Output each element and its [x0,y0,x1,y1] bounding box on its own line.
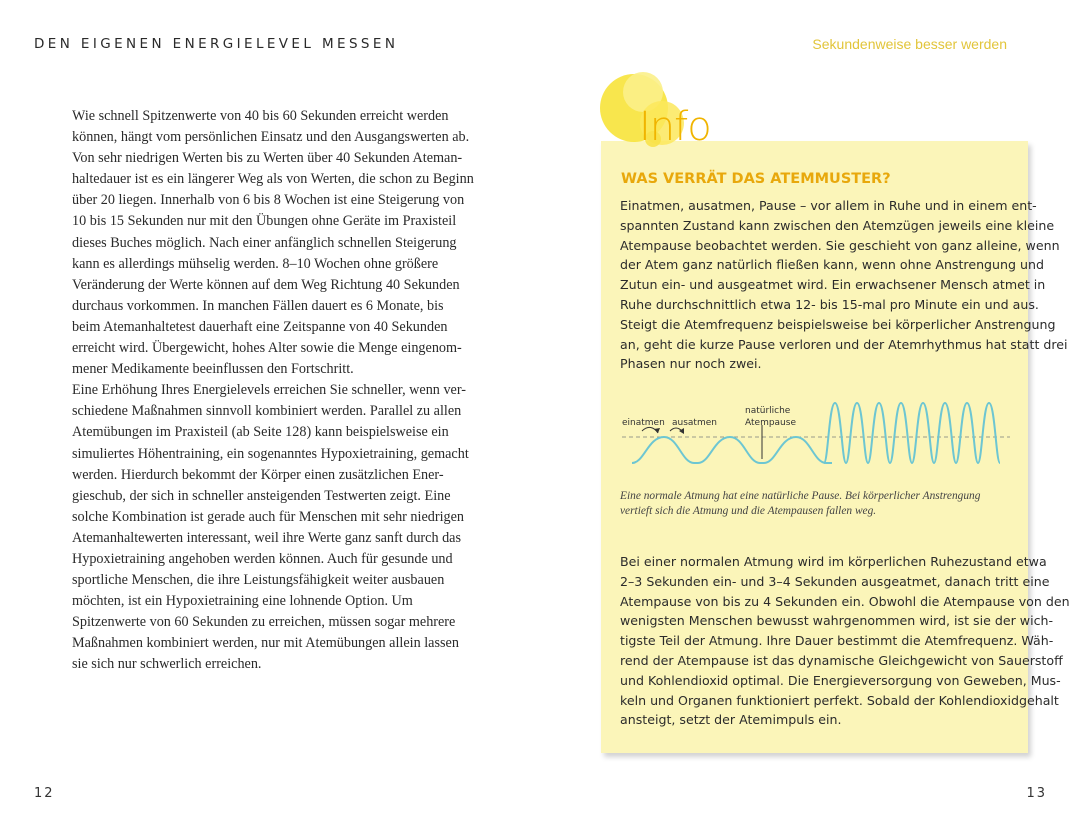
main-body-text [72,106,474,676]
text-line: Atemanhaltewerten interessant, weil ihre Werte ganz sanft durch das [72,529,461,546]
text-line: dieses Buches möglich. Nach einer anfänglich schnellen Steigerung [72,234,457,251]
text-line: durchaus vorkommen. In manchen Fällen dauert es 6 Monate, bis [72,297,444,314]
text-line: Atemübungen im Praxisteil (ab Seite 128) kann beispielsweise ein [72,424,449,441]
caption-line: vertieft sich die Atmung und die Atempausen fallen weg. [620,505,877,518]
exertion-breathing-wave [824,403,1000,463]
text-line: rend der Atempause ist das dynamische Gleichgewicht von Sauerstoff [620,652,1063,668]
text-line: Ruhe durchschnittlich etwa 12- bis 15-mal pro Minute ein und aus. [620,296,1039,312]
text-line: wenigsten Menschen bewusst wahrgenommen wird, ist sie der wich- [620,613,1054,629]
text-line: erreicht wird. Übergewicht, hohes Alter sowie die Menge eingenom- [72,340,462,357]
text-line: Eine Erhöhung Ihres Energielevels erreichen Sie schneller, wenn ver- [72,382,467,399]
text-line: möchten, ist ein Hypoxietraining eine lohnende Option. Um [72,593,413,610]
text-line: Bei einer normalen Atmung wird im körperlichen Ruhezustand etwa [620,554,1047,569]
running-header-left: DEN EIGENEN ENERGIELEVEL MESSEN [34,36,399,52]
text-line: beim Atemanhaltetest dauerhaft eine Zeitspanne von 40 Sekunden [72,318,448,335]
text-line: ansteigt, setzt der Atemimpuls ein. [620,712,842,728]
text-line: simuliertes Höhentraining, ein sogenanntes Hypoxietraining, gemacht [72,445,469,462]
text-line: Atempause beobachtet werden. Sie geschieht von ganz alleine, wenn [620,237,1060,253]
text-line: Steigt die Atemfrequenz beispielsweise bei körperlicher Anstrengung [620,316,1056,332]
text-line: Spitzenwerte von 60 Sekunden zu erreichen, müssen sogar mehrere [72,614,456,631]
text-line: haltedauer ist es ein längerer Weg als von Werten, die schon zu Beginn [72,171,474,188]
text-line: werden. Hierdurch bekommt der Körper einen zusätzlichen Ener- [72,466,444,483]
caption-line: Eine normale Atmung hat eine natürliche Pause. Bei körperlicher Anstrengung [620,490,981,502]
text-line: können, hängt vom persönlichen Einsatz und den Ausgangswerten ab. [72,129,470,146]
text-line: solche Kombination ist gerade auch für Menschen mit sehr niedrigen [72,508,465,525]
diagram-caption [620,489,1015,520]
text-line: Von sehr niedrigen Werten bis zu Werten über 40 Sekunden Ateman- [72,150,463,167]
info-box-heading: WAS VERRÄT DAS ATEMMUSTER? [621,171,891,187]
text-line: schiedene Maßnahmen sinnvoll kombiniert werden. Parallel zu allen [72,403,462,420]
breathing-pattern-diagram [612,395,1012,475]
page-number-left: 12 [34,786,55,801]
page-number-right: 13 [1026,786,1047,801]
text-line: 2–3 Sekunden ein- und 3–4 Sekunden ausgeatmet, danach tritt eine [620,573,1050,589]
text-line: Wie schnell Spitzenwerte von 40 bis 60 Sekunden erreicht werden [72,108,449,124]
text-line: keln und Organen funktioniert perfekt. Sobald der Kohlendioxidgehalt [620,692,1059,708]
text-line: gieschub, der sich in schneller ansteigenden Testwerten zeigt. Eine [72,487,451,504]
info-badge-title: Info [639,104,711,150]
running-header-right: Sekundenweise besser werden [812,36,1007,52]
text-line: Hypoxietraining angehoben werden können. Auch für gesunde und [72,550,453,567]
text-line: tigste Teil der Atmung. Ihre Dauer bestimmt die Atemfrequenz. Wäh- [620,633,1054,649]
text-line: kann es allerdings mühselig werden. 8–10 Wochen ohne größere [72,255,439,272]
text-line: Phasen nur noch zwei. [620,356,762,372]
info-paragraph-2 [620,552,1070,730]
text-line: Veränderung der Werte können auf dem Weg Richtung 40 Sekunden [72,276,460,293]
text-line: mener Medikamente beeinflussen den Fortschritt. [72,361,354,378]
text-line: 10 bis 15 Sekunden nur mit den Übungen ohne Geräte im Praxisteil [72,213,457,230]
text-line: sie sich nur schwerlich erreichen. [72,656,262,673]
text-line: der Atem ganz natürlich fließen kann, wenn ohne Anstrengung und [620,257,1044,273]
text-line: Zutun ein- und ausgeatmet wird. Ein erwachsener Mensch atmet in [620,277,1046,293]
label-exhale: ausatmen [672,418,717,428]
text-line: und Kohlendioxid optimal. Die Energieversorgung von Geweben, Mus- [620,672,1061,688]
label-pause-line1: natürliche [745,406,791,416]
text-line: an, geht die kurze Pause verloren und der Atemrhythmus hat statt drei [620,336,1068,352]
label-pause-line2: Atempause [745,418,796,428]
text-line: Atempause von bis zu 4 Sekunden ein. Obwohl die Atempause von den [620,593,1070,609]
text-line: sportliche Menschen, die ihre Leistungsfähigkeit weiter ausbauen [72,572,445,589]
info-paragraph-1 [620,196,1068,374]
text-line: Maßnahmen kombiniert werden, nur mit Atemübungen allein lassen [72,635,459,652]
normal-breathing-wave [632,437,832,463]
text-line: über 20 liegen. Innerhalb von 6 bis 8 Wochen ist eine Steigerung von [72,192,465,209]
text-line: Einatmen, ausatmen, Pause – vor allem in Ruhe und in einem ent- [620,198,1037,213]
label-inhale: einatmen [622,418,665,428]
text-line: spannten Zustand kann zwischen den Atemzügen jeweils eine kleine [620,217,1055,233]
